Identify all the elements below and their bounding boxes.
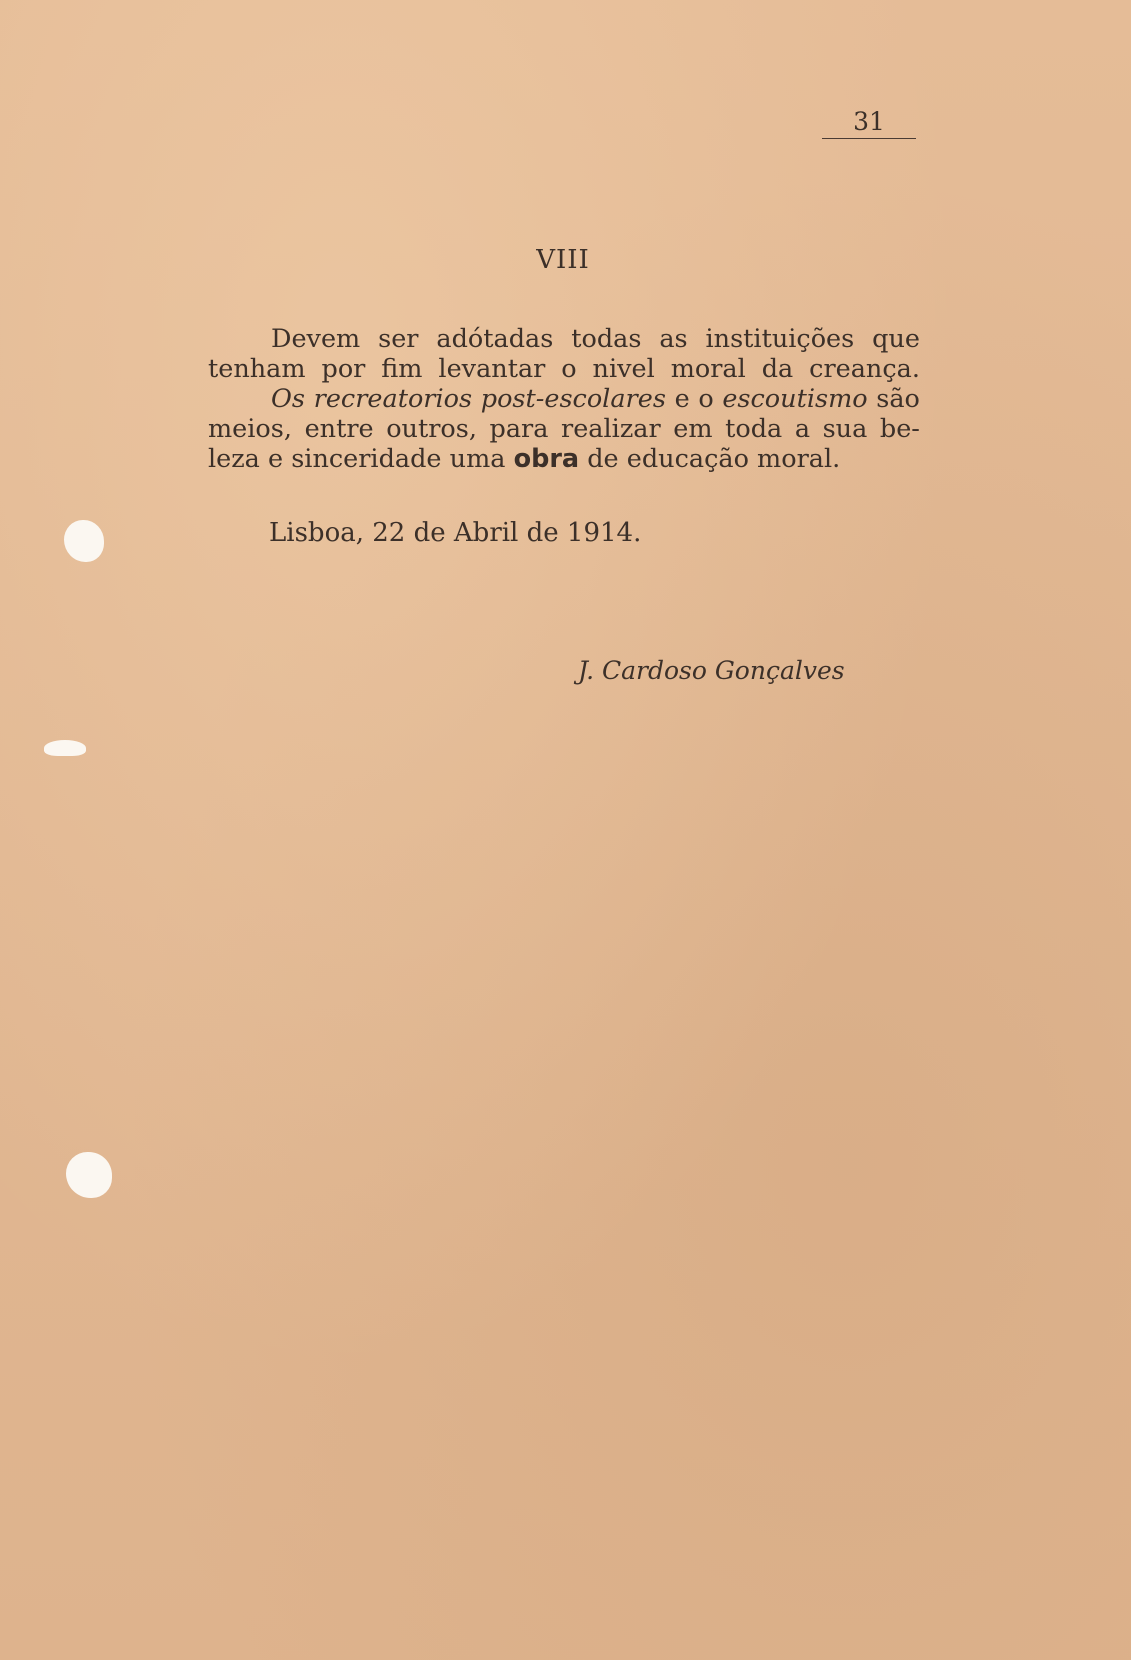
paragraph-word: Os [271,384,305,414]
paragraph-word: entre [304,414,374,444]
paragraph-line-last [208,444,920,474]
paragraph-word: moral. [757,444,841,474]
paragraph-word: sua [822,414,868,444]
paragraph-word: o [561,354,577,384]
paragraph-word: para [489,414,549,444]
paragraph-word: creança. [809,354,920,384]
paragraph-word: da [761,354,794,384]
paragraph-word: adótadas [436,324,554,354]
paragraph-word: de [587,444,619,474]
paragraph-word: meios, [208,414,292,444]
body-paragraph [208,324,920,474]
paragraph-word-emphasis: obra [513,444,580,474]
paragraph-word: be- [879,414,920,444]
section-heading: VIII [536,245,590,275]
paragraph-word: a [794,414,811,444]
paragraph-word: as [659,324,688,354]
paragraph-word: que [872,324,920,354]
paragraph-line [208,384,920,414]
page-number: 31 [822,107,916,139]
paragraph-word: escoutismo [722,384,868,414]
paragraph-word: Devem [271,324,361,354]
paragraph-word: fim [381,354,423,384]
paragraph-word: toda [725,414,783,444]
paragraph-word: em [673,414,713,444]
paragraph-line [208,414,920,444]
paragraph-word: por [321,354,366,384]
paragraph-word: uma [449,444,506,474]
paragraph-word: outros, [386,414,477,444]
paragraph-word: leza [208,444,260,474]
dateline: Lisboa, 22 de Abril de 1914. [269,518,642,548]
paragraph-word: realizar [561,414,661,444]
paragraph-line [208,324,920,354]
paragraph-word: educação [626,444,749,474]
paragraph-word: nivel [592,354,655,384]
paragraph-word: sinceridade [291,444,442,474]
paragraph-word: ser [378,324,419,354]
paragraph-word: o [698,384,714,414]
paragraph-word: tenham [208,354,306,384]
paragraph-word: são [876,384,920,414]
paragraph-word: instituições [705,324,855,354]
paragraph-word: recreatorios [313,384,473,414]
paragraph-word: post-escolares [480,384,666,414]
paragraph-line [208,354,920,384]
punch-hole [66,1152,112,1198]
paragraph-word: e [268,444,284,474]
punch-hole [44,740,86,756]
signature: J. Cardoso Gonçalves [578,656,845,685]
paragraph-word: levantar [438,354,546,384]
paragraph-word: todas [571,324,642,354]
punch-hole [64,520,104,562]
paragraph-word: e [674,384,690,414]
paragraph-word: moral [670,354,746,384]
